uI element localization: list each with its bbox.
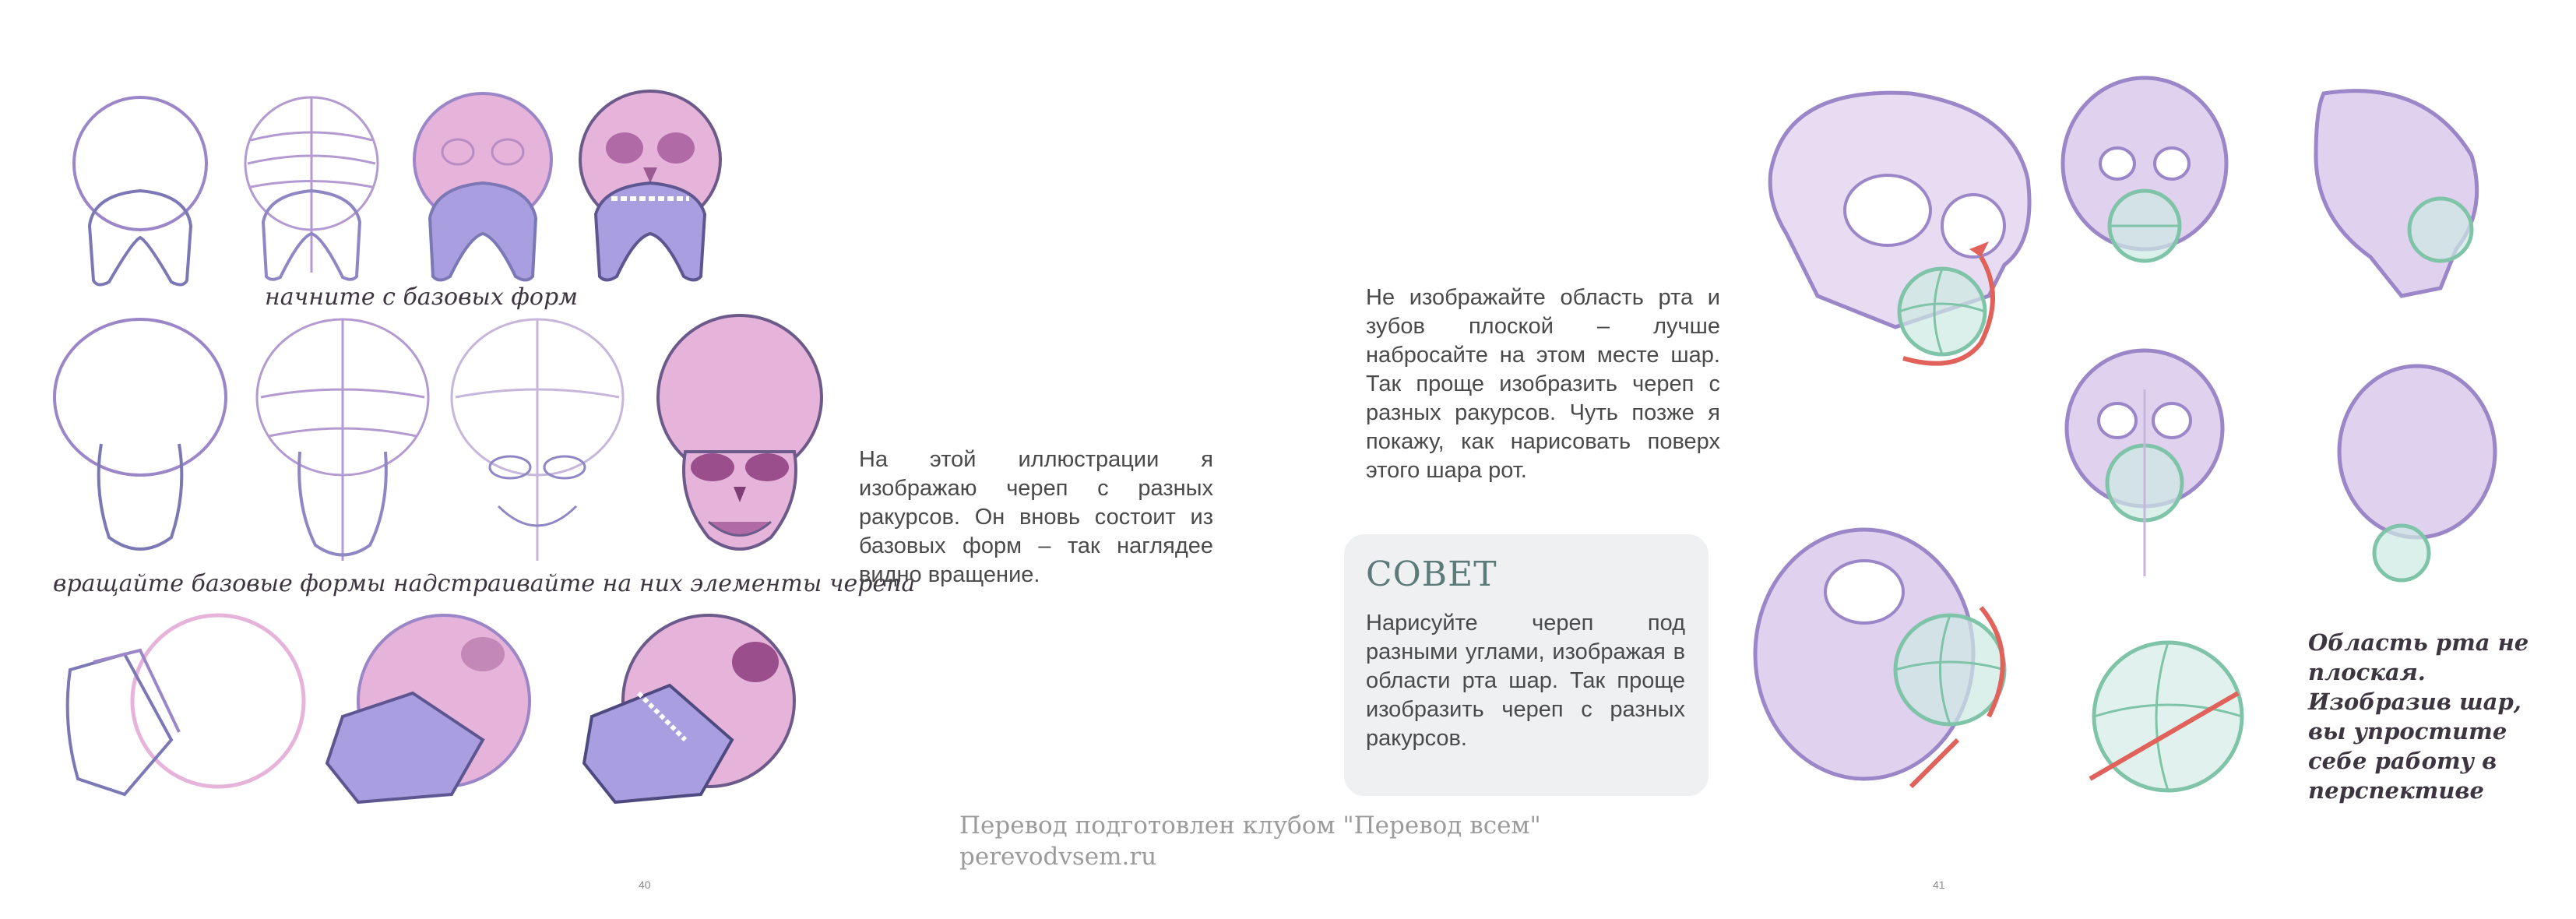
left-paragraph: На этой иллюстрации я изображаю череп с разных ракурсов. Он вновь состоит из базовых форм – так наглядее видно вращение. (859, 447, 1213, 587)
page-number-left: 40 (639, 879, 651, 891)
skull-sketch-row-2 (47, 312, 903, 569)
right-paragraph: Не изображайте область рта и зубов плоской – лучше набросайте на этом месте шар. Так проще изобразить череп с разных ракурсов. Чуть позже я покажу, как нарисовать поверх этого шара рот. (1366, 285, 1720, 483)
caption-basic-forms: начните с базовых форм (265, 283, 579, 311)
tip-text: Нарисуйте череп под разными углами, изображая в области рта шар. Так проще изобразить череп с разных ракурсов. (1366, 611, 1685, 751)
tip-title: СОВЕТ (1366, 555, 1497, 594)
credit-line-1: Перевод подготовлен клубом "Перевод всем" (959, 812, 1541, 840)
left-page (0, 0, 1288, 908)
skull-sketch-row-3 (47, 607, 903, 810)
caption-rotate-forms: вращайте базовые формы надстраивайте на них элементы черепа (53, 570, 916, 597)
page-number-right: 41 (1933, 879, 1945, 891)
right-page (1288, 0, 2576, 908)
side-caption: Область рта не плоская. Изобразив шар, вы упростите себе работу в перспективе (2308, 629, 2529, 804)
credit-line-2: perevodvsem.ru (959, 843, 1157, 871)
tip-box (1344, 534, 1709, 796)
